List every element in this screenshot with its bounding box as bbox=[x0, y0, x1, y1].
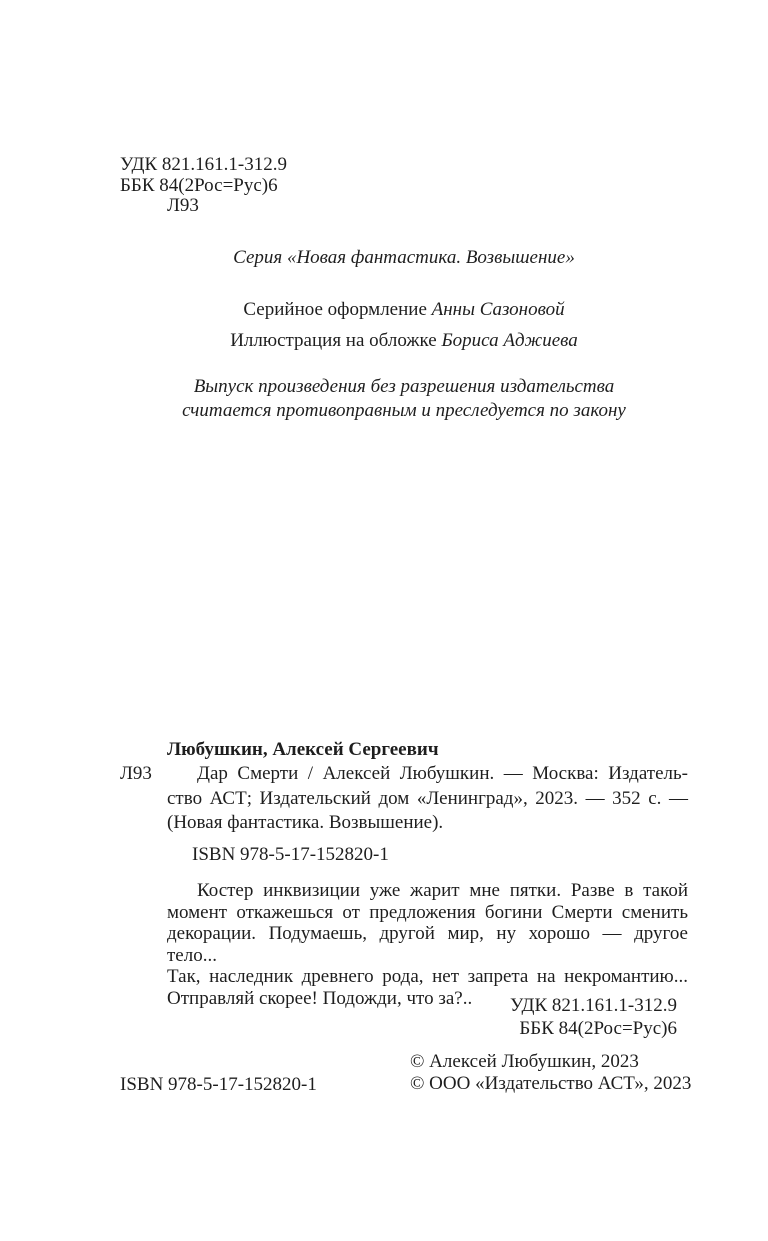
isbn-catalog: ISBN 978-5-17-152820-1 bbox=[192, 844, 389, 865]
bibliographic-line: ство АСТ; Издательский дом «Ленинград», 2023. — 352 с. — bbox=[167, 787, 688, 809]
annotation-paragraph bbox=[167, 880, 688, 1009]
bibliographic-entry bbox=[167, 762, 688, 836]
udk-code-right: УДК 821.161.1-312.9 bbox=[510, 995, 677, 1016]
illustration-credit-label: Иллюстрация на обложке bbox=[230, 330, 442, 351]
isbn-bottom: ISBN 978-5-17-152820-1 bbox=[120, 1074, 317, 1095]
illustrator-name: Бориса Аджиева bbox=[441, 330, 578, 351]
copyright-block bbox=[410, 1051, 691, 1095]
copyright-warning bbox=[120, 375, 688, 423]
design-credit-label: Серийное оформление bbox=[243, 299, 432, 320]
copyright-warning-line1: Выпуск произведения без разрешения издательства bbox=[193, 376, 615, 397]
bibliographic-line: Дар Смерти / Алексей Любушкин. — Москва: Издатель- bbox=[197, 763, 688, 784]
udk-code: УДК 821.161.1-312.9 bbox=[120, 154, 287, 175]
classification-block-right bbox=[510, 994, 677, 1040]
series-design-credit bbox=[120, 299, 688, 321]
bbk-code-right: ББК 84(2Рос=Рус)6 bbox=[519, 1018, 677, 1039]
classification-block bbox=[120, 155, 287, 217]
bbk-code: ББК 84(2Рос=Рус)6 bbox=[120, 174, 278, 196]
annotation-line: Костер инквизиции уже жарит мне пятки. Разве в такой bbox=[197, 880, 688, 901]
designer-name: Анны Сазоновой bbox=[431, 299, 565, 320]
annotation-line: Так, наследник древнего рода, нет запрета на некромантию... bbox=[167, 966, 688, 987]
cover-illustration-credit bbox=[120, 330, 688, 352]
bibliographic-line: (Новая фантастика. Возвышение). bbox=[167, 812, 444, 833]
annotation-line: декорации. Подумаешь, другой мир, ну хорошо — другое тело... bbox=[167, 923, 688, 966]
publisher-copyright-line: © ООО «Издательство АСТ», 2023 bbox=[410, 1073, 692, 1094]
catalog-author-code: Л93 bbox=[120, 763, 152, 784]
author-sign-code: Л93 bbox=[167, 195, 199, 216]
catalog-author-heading: Любушкин, Алексей Сергеевич bbox=[167, 739, 439, 760]
series-title: Серия «Новая фантастика. Возвышение» bbox=[233, 247, 575, 268]
copyright-warning-line2: считается противоправным и преследуется по закону bbox=[182, 400, 626, 421]
author-copyright-line: © Алексей Любушкин, 2023 bbox=[410, 1051, 639, 1072]
annotation-line: Отправляй скорее! Подожди, что за?.. bbox=[167, 987, 473, 1009]
annotation-line: момент откажешься от предложения богини Смерти сменить bbox=[167, 901, 688, 923]
